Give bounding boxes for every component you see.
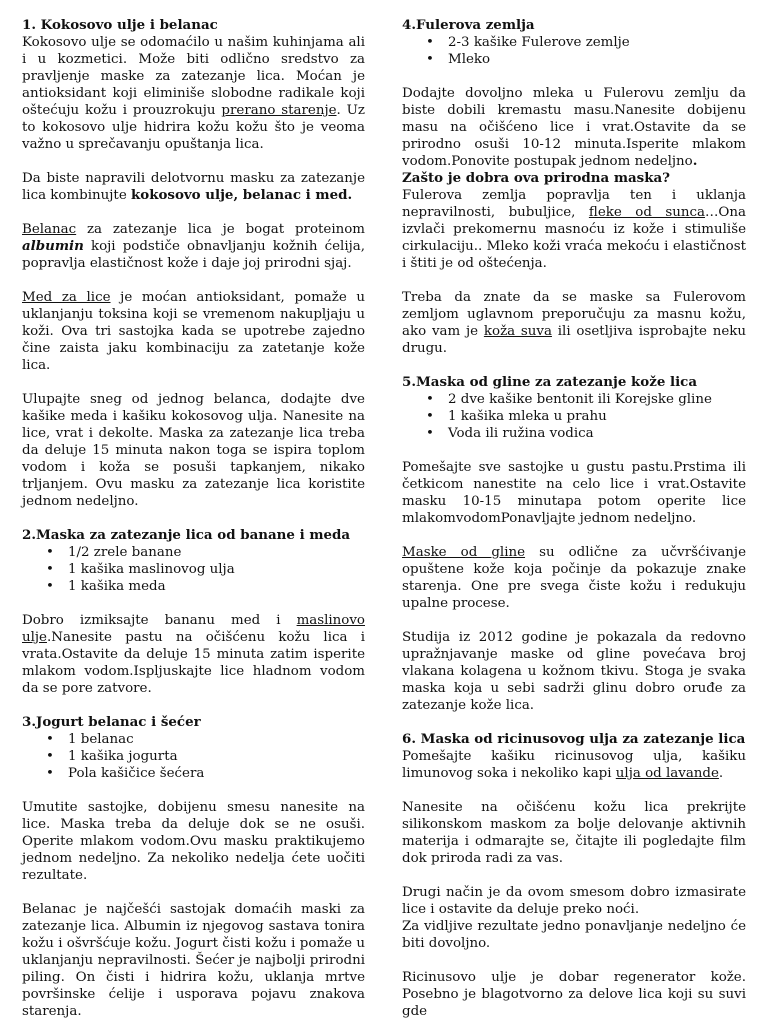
section-6-title: 6. Maska od ricinusovog ulja za zatezanje lica xyxy=(402,731,746,747)
section-6-paragraph-2: Nanesite na očišćenu kožu lica prekrijte silikonskom maskom za bolje delovanje aktivnih materija i odmarajte se, čitajte ili pogledajte film dok priroda radi za vas. xyxy=(402,800,746,866)
list-item: • 1/2 zrele banane xyxy=(68,544,365,561)
text-span: je moćan antioksidant, pomaže u uklanjanju toksina koji se vremenom nakupljaju u koži. Ova tri sastojka kada se upotrebe zajedno čine zaista jaku kombinaciju za zatetanje kože lica. xyxy=(22,290,366,373)
section-3-ingredients xyxy=(22,731,365,782)
section-1-paragraph-1 xyxy=(22,34,365,153)
text-span: Kokosovo ulje se odomaćilo u našim kuhinjama ali i u kozmetici. Može biti odlično sredstvo za pravljenje maske za zatezanje lica. Moćan je antioksidant koji eliminiše slobodne radikale koji oštećuju kožu i prouzrokuju xyxy=(22,35,365,118)
section-1-paragraph-3 xyxy=(22,221,365,272)
list-item: • 1 kašika meda xyxy=(68,578,365,595)
section-4-ingredients xyxy=(402,34,746,68)
list-item: • 2-3 kašike Fulerove zemlje xyxy=(448,34,746,51)
text-span: su odlične za učvršćivanje opuštene kože koja počinje da pokazuje znake starenja. One pre svega čiste kožu i redukuju upalne procese. xyxy=(402,545,746,611)
section-5-paragraph-2 xyxy=(402,544,746,612)
list-item: • Voda ili ružina vodica xyxy=(448,425,746,442)
section-3-title: 3.Jogurt belanac i šećer xyxy=(22,714,201,730)
link-ulja-od-lavande[interactable]: ulja od lavande xyxy=(615,766,719,781)
section-1-paragraph-4 xyxy=(22,289,365,374)
list-item: • Pola kašičice šećera xyxy=(68,765,365,782)
section-3-paragraph-1: Umutite sastojke, dobijenu smesu nanesite na lice. Maska treba da deluje dok se ne osuši. Operite mlakom vodom.Ovu masku praktikujemo jednom nedeljno. Za nekoliko nedelja ćete uočiti rezultate. xyxy=(22,800,365,883)
text-span: . Uz to kokosovo ulje hidrira kožu kožu što je veoma važno u sprečavanju opuštanja lica. xyxy=(22,103,365,152)
section-4-paragraph-3 xyxy=(402,289,746,357)
text-span: ili osetljiva isprobajte neku drugu. xyxy=(402,324,746,356)
list-item: • Mleko xyxy=(448,51,746,68)
section-2-ingredients xyxy=(22,544,365,595)
section-5-paragraph-3: Studija iz 2012 godine je pokazala da redovno upražnjavanje maske od gline povećava broj vlakana kolagena u kožnom tkivu. Stoga je svaka maska koja u sebi sadrži glinu dobro oruđe za zatezanje kože lica. xyxy=(402,630,746,713)
list-item: • 1 belanac xyxy=(68,731,365,748)
bold-text xyxy=(22,238,84,254)
italic-text: albumin xyxy=(22,238,84,254)
text-span: koji podstiče obnavljanju kožnih ćelija, popravlja elastičnost kože i daje joj prirodni sjaj. xyxy=(22,239,365,271)
link-prerano-starenje[interactable]: prerano starenje xyxy=(221,103,337,118)
text-span: Treba da znate da se maske sa Fulerovom zemljom uglavnom preporučuju za masnu kožu, ako vam je xyxy=(402,290,746,339)
text-span: Fulerova zemlja popravlja ten i uklanja nepravilnosti, bubuljice, xyxy=(402,188,746,220)
link-fleke-od-sunca[interactable]: fleke od sunca xyxy=(588,205,706,220)
text-span: . xyxy=(718,766,724,781)
text-span: …Ona izvlači prekomernu masnoću iz kože i stimuliše cirkulaciju.. Mleko koži vraća mekoću i elastičnost i štiti je od oštećenja. xyxy=(402,205,746,271)
text-span: za zatezanje lica je bogat proteinom xyxy=(76,222,365,237)
section-1-paragraph-5: Ulupajte sneg od jednog belanca, dodajte dve kašike meda i kašiku kokosovog ulja. Nanesite na lice, vrat i dekolte. Maska za zatezanje lica treba da deluje 15 minuta nakon toga se ispira toplom vodom i koža se posuši tapkanjem, nikako trljanjem. Ovu masku za zatezanje lica koristite jednom nedeljno. xyxy=(22,392,365,509)
list-item: • 1 kašika mleka u prahu xyxy=(448,408,746,425)
text-span: Pomešajte kašiku ricinusovog ulja, kašiku limunovog soka i nekoliko kapi xyxy=(402,749,746,781)
section-5-ingredients xyxy=(402,391,746,442)
section-6-paragraph-5: Ricinusovo ulje je dobar regenerator kože. Posebno je blagotvorno za delove lica koji su suvi gde xyxy=(402,970,746,1019)
section-1-paragraph-2 xyxy=(22,170,365,204)
section-4-title: 4.Fulerova zemlja xyxy=(402,17,535,33)
section-3-paragraph-2: Belanac je najčešći sastojak domaćih maski za zatezanje lica. Albumin iz njegovog sastava tonira kožu i ošvršćuje kožu. Jogurt čisti kožu i pomaže u uklanjanju nepravilnosti. Šećer je najbolji prirodni piling. On čisti i hidrira kožu, uklanja mrtve površinske ćelije i usporava pojavu znakova starenja. xyxy=(22,902,365,1019)
list-item: • 2 dve kašike bentonit ili Korejske gline xyxy=(448,391,746,408)
section-2-paragraph-1 xyxy=(22,612,365,697)
left-column xyxy=(22,17,365,1020)
section-4-paragraph-1 xyxy=(402,85,746,170)
link-koza-suva[interactable]: koža suva xyxy=(483,324,552,339)
text-span: .Nanesite pastu na očišćenu kožu lica i vrata.Ostavite da deluje 15 minuta zatim isperite mlakom vodom.Ispljuskajte lice hladnom vodom da se pore zatvore. xyxy=(22,630,365,696)
bold-text: kokosovo ulje, belanac i med. xyxy=(131,187,353,203)
section-6-paragraph-4: Za vidljive rezultate jedno ponavljanje nedeljno će biti dovoljno. xyxy=(402,919,746,951)
link-belanac[interactable]: Belanac xyxy=(22,222,77,237)
section-5-paragraph-1: Pomešajte sve sastojke u gustu pastu.Prstima ili četkicom nanestite na celo lice i vrat.Ostavite masku 10-15 minutapa potom operite lice mlakomvodomPonavljajte jednom nedeljno. xyxy=(402,460,746,526)
list-item: • 1 kašika maslinovog ulja xyxy=(68,561,365,578)
link-maslinovo-ulje[interactable]: maslinovo ulje xyxy=(22,613,365,645)
link-med-za-lice[interactable]: Med za lice xyxy=(22,290,111,305)
list-item: • 1 kašika jogurta xyxy=(68,748,365,765)
section-4-question-title: Zašto je dobra ova prirodna maska? xyxy=(402,170,671,186)
bold-text: . xyxy=(692,153,698,169)
link-maske-od-gline[interactable]: Maske od gline xyxy=(402,545,526,560)
section-6-paragraph-3: Drugi način je da ovom smesom dobro izmasirate lice i ostavite da deluje preko noći. xyxy=(402,885,746,917)
text-span: Da biste napravili delotvornu masku za zatezanje lica kombinujte xyxy=(22,171,365,203)
section-5-title: 5.Maska od gline za zatezanje kože lica xyxy=(402,374,698,390)
right-column xyxy=(402,17,746,1020)
text-span: Dodajte dovoljno mleka u Fulerovu zemlju da biste dobili kremastu masu.Nanesite dobijenu masu na očišćeno lice i vrat.Ostavite da se prirodno osuši 10-12 minuta.Isperite mlakom vodom.Ponovite postupak jednom nedeljno xyxy=(402,86,746,169)
section-1-title: 1. Kokosovo ulje i belanac xyxy=(22,17,218,33)
text-span: Dobro izmiksajte bananu med i xyxy=(22,613,297,628)
section-6-paragraph-1 xyxy=(402,748,746,782)
section-4-paragraph-2 xyxy=(402,187,746,272)
section-2-title: 2.Maska za zatezanje lica od banane i meda xyxy=(22,527,351,543)
